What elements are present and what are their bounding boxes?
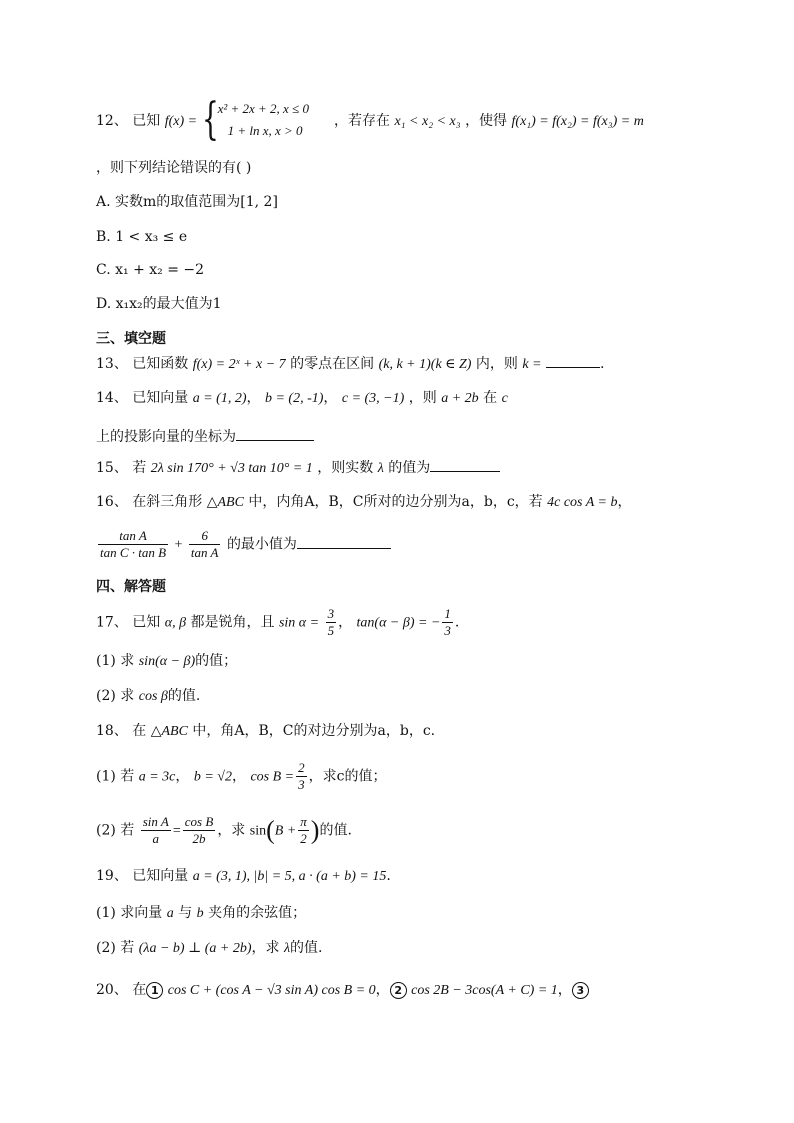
comma: ，	[617, 494, 632, 510]
question-14: 14、 已知向量 a = (1, 2)， b = (2, -1)， c = (3, −1) ，则 a + 2b 在 c	[96, 390, 508, 406]
vector-a: a	[166, 906, 174, 921]
question-13	[96, 353, 604, 375]
vector-b: b	[196, 906, 204, 921]
option-a: A. 实数m的取值范围为[1, 2]	[96, 194, 278, 210]
equals-sign: =	[172, 823, 181, 839]
question-number: 13、	[96, 356, 128, 372]
stem-text: 已知	[132, 113, 161, 129]
fraction	[141, 814, 171, 847]
function-expr: f(x) = 2ˣ + x − 7	[192, 357, 286, 372]
fraction	[296, 760, 307, 793]
answer-blank	[430, 457, 500, 472]
period: .	[386, 868, 391, 884]
vector-a: a = (1, 2)	[192, 391, 247, 406]
numerator: 1	[444, 606, 451, 621]
stem-text: 的最小值为	[226, 536, 297, 553]
plus-sign: +	[174, 537, 183, 553]
lambda-var: λ	[377, 461, 384, 476]
part-label: (1) 求向量	[96, 905, 163, 921]
fraction	[326, 606, 337, 639]
stem-text: 中，内角A，B，C所对的边分别为a，b，c，若	[248, 494, 543, 510]
interval-expr: (k, k + 1)(k ∈ Z)	[378, 357, 472, 372]
question-number: 20、	[96, 982, 128, 998]
vector-c-ref: c	[501, 391, 508, 406]
ordering-condition: x₁ < x₂ < x₃	[394, 114, 461, 129]
stem-text: 都是锐角，且	[190, 614, 275, 631]
period: .	[454, 614, 460, 631]
triangle: △ABC	[150, 724, 188, 739]
stem-text: 已知向量	[132, 390, 189, 406]
part-label: (2) 若	[96, 940, 135, 956]
question-number: 18、	[96, 723, 128, 739]
sin-fn: sin	[249, 823, 267, 839]
option-c: C. x₁ + x₂ = −2	[96, 262, 205, 278]
piecewise	[201, 94, 330, 145]
question-17-part-1	[96, 651, 237, 672]
option-b: B. 1 < x₃ ≤ e	[96, 229, 188, 245]
part-text: ，求	[217, 822, 246, 839]
numerator: 6	[189, 528, 221, 545]
vector-expr: a + 2b	[441, 391, 479, 406]
equation: 2λ sin 170° + √3 tan 10° = 1	[150, 461, 313, 476]
fraction-2	[189, 528, 221, 561]
question-16-line2	[96, 528, 391, 561]
denominator: 5	[327, 623, 335, 638]
condition-1: cos C + (cos A − √3 sin A) cos B = 0	[167, 983, 376, 998]
fraction-1	[98, 528, 168, 561]
part-text: ，求c的值；	[308, 768, 387, 785]
denominator: a	[152, 831, 160, 846]
function-def: f(x) =	[164, 114, 198, 129]
stem-text: 在	[132, 723, 147, 739]
question-number: 14、	[96, 390, 128, 406]
equality-condition: f(x₁) = f(x₂) = f(x₃) = m	[511, 114, 644, 129]
vector-b: b = (2, -1)	[264, 391, 324, 406]
part-text: 与	[178, 905, 193, 921]
stem-text: 的零点在区间	[290, 356, 375, 372]
question-19	[96, 866, 391, 887]
denominator: 2	[300, 831, 307, 846]
cos-b: cos B =	[250, 769, 295, 785]
stem-text: ，则实数	[317, 460, 374, 476]
stem-text: 在斜三角形	[132, 494, 203, 510]
piecewise-cases	[218, 98, 338, 142]
stem-text: 若	[132, 460, 147, 476]
brace-glyph: {	[201, 94, 219, 145]
answer-blank	[236, 426, 314, 441]
question-20	[96, 980, 589, 1001]
question-14-line2	[96, 426, 314, 447]
vector-conditions: a = (3, 1), |b| = 5, a · (a + b) = 15	[192, 869, 387, 884]
stem-text: 内，则	[475, 356, 518, 372]
expr: cos β	[138, 689, 168, 704]
vector-c: c = (3, −1)	[341, 391, 405, 406]
option-d: D. x₁x₂的最大值为1	[96, 296, 222, 312]
denominator: 3	[444, 623, 451, 638]
part-text: 的值；	[195, 653, 238, 669]
period: .	[600, 356, 605, 372]
stem-text: 中，角A，B，C的对边分别为a，b，c.	[192, 723, 436, 739]
answer-blank	[297, 534, 391, 549]
denominator: 3	[298, 777, 305, 792]
question-12-stem	[96, 94, 644, 145]
angles: α, β	[164, 615, 187, 631]
question-number: 12、	[96, 113, 128, 129]
stem-text: 已知函数	[132, 356, 189, 372]
circled-three-icon: 3	[572, 982, 589, 999]
question-19-part-1	[96, 903, 306, 924]
condition-a: a = 3c	[138, 769, 176, 785]
right-paren: )	[310, 815, 320, 845]
part-text: 的值.	[290, 940, 323, 956]
question-number: 15、	[96, 460, 128, 476]
part-label: (2) 求	[96, 688, 135, 704]
numerator: 3	[327, 606, 335, 621]
numerator: π	[300, 814, 307, 829]
fraction	[183, 814, 216, 847]
expr: B +	[274, 823, 297, 839]
part-label: (1) 求	[96, 653, 135, 669]
case-1: x² + 2x + 2, x ≤ 0	[217, 101, 309, 116]
fraction	[442, 606, 453, 639]
fraction	[298, 814, 309, 847]
part-text: 的值.	[167, 688, 201, 704]
case-2: 1 + ln x, x > 0	[227, 123, 303, 138]
denominator: 2b	[192, 831, 206, 846]
section-heading-answer: 四、解答题	[96, 579, 166, 595]
question-17-part-2	[96, 686, 200, 707]
stem-text: ，若存在	[334, 113, 391, 129]
part-text: 的值.	[319, 822, 352, 839]
question-17: 17、 已知 α, β 都是锐角，且 sin α = $\frac{3}{5}$ ， tan(α − β) = − $\frac{1}{3}$ .	[96, 606, 460, 638]
question-number: 19、	[96, 868, 128, 884]
part-text: 夹角的余弦值；	[208, 905, 307, 921]
question-18	[96, 721, 435, 742]
expr: sin(α − β)	[138, 654, 196, 669]
comma: ，	[375, 982, 390, 998]
stem-text: 上的投影向量的坐标为	[96, 429, 236, 445]
stem-text: ，使得	[465, 113, 508, 129]
question-number: 16、	[96, 494, 128, 510]
condition-b: b = √2	[193, 769, 232, 785]
left-paren: (	[266, 815, 275, 845]
numerator: 2	[298, 760, 305, 775]
question-18-part-1: (1) 若 a = 3c， b = √2， cos B = $\frac{2}{3}$ ，求c的值；	[96, 760, 387, 792]
part-label: (1) 若	[96, 768, 135, 785]
stem-text: 在	[132, 982, 147, 998]
condition: 4c cos A = b	[547, 495, 618, 510]
answer-blank	[546, 353, 600, 368]
perpendicular-expr: (λa − b) ⊥ (a + 2b)	[138, 941, 252, 956]
sin-alpha: sin α =	[278, 615, 320, 631]
question-19-part-2	[96, 938, 323, 959]
numerator: tan A	[98, 528, 168, 545]
question-16	[96, 492, 632, 513]
question-number: 17、	[96, 614, 128, 631]
lambda-var: λ	[283, 941, 291, 956]
denominator: tan C · tan B	[100, 545, 167, 560]
circled-one-icon: 1	[146, 982, 163, 999]
stem-text: 已知	[132, 614, 161, 631]
stem-text: 在	[483, 390, 498, 406]
circled-two-icon: 2	[390, 982, 407, 999]
comma: ，	[557, 982, 572, 998]
numerator: cos B	[184, 814, 214, 829]
answer-var: k =	[522, 357, 542, 372]
numerator: sin A	[142, 814, 169, 829]
question-12-tail: ，则下列结论错误的有( )	[96, 160, 252, 176]
stem-text: 已知向量	[132, 868, 189, 884]
stem-text: ，则	[408, 390, 437, 406]
tan-diff: tan(α − β) = −	[356, 615, 441, 631]
stem-text: 的值为	[388, 460, 431, 476]
question-18-part-2	[96, 814, 352, 847]
part-label: (2) 若	[96, 822, 135, 839]
denominator: tan A	[190, 545, 219, 560]
section-heading-fill-in: 三、填空题	[96, 331, 166, 347]
triangle: △ABC	[206, 495, 244, 510]
part-text: ，求	[251, 940, 280, 956]
question-15	[96, 457, 500, 479]
condition-2: cos 2B − 3cos(A + C) = 1	[411, 983, 558, 998]
